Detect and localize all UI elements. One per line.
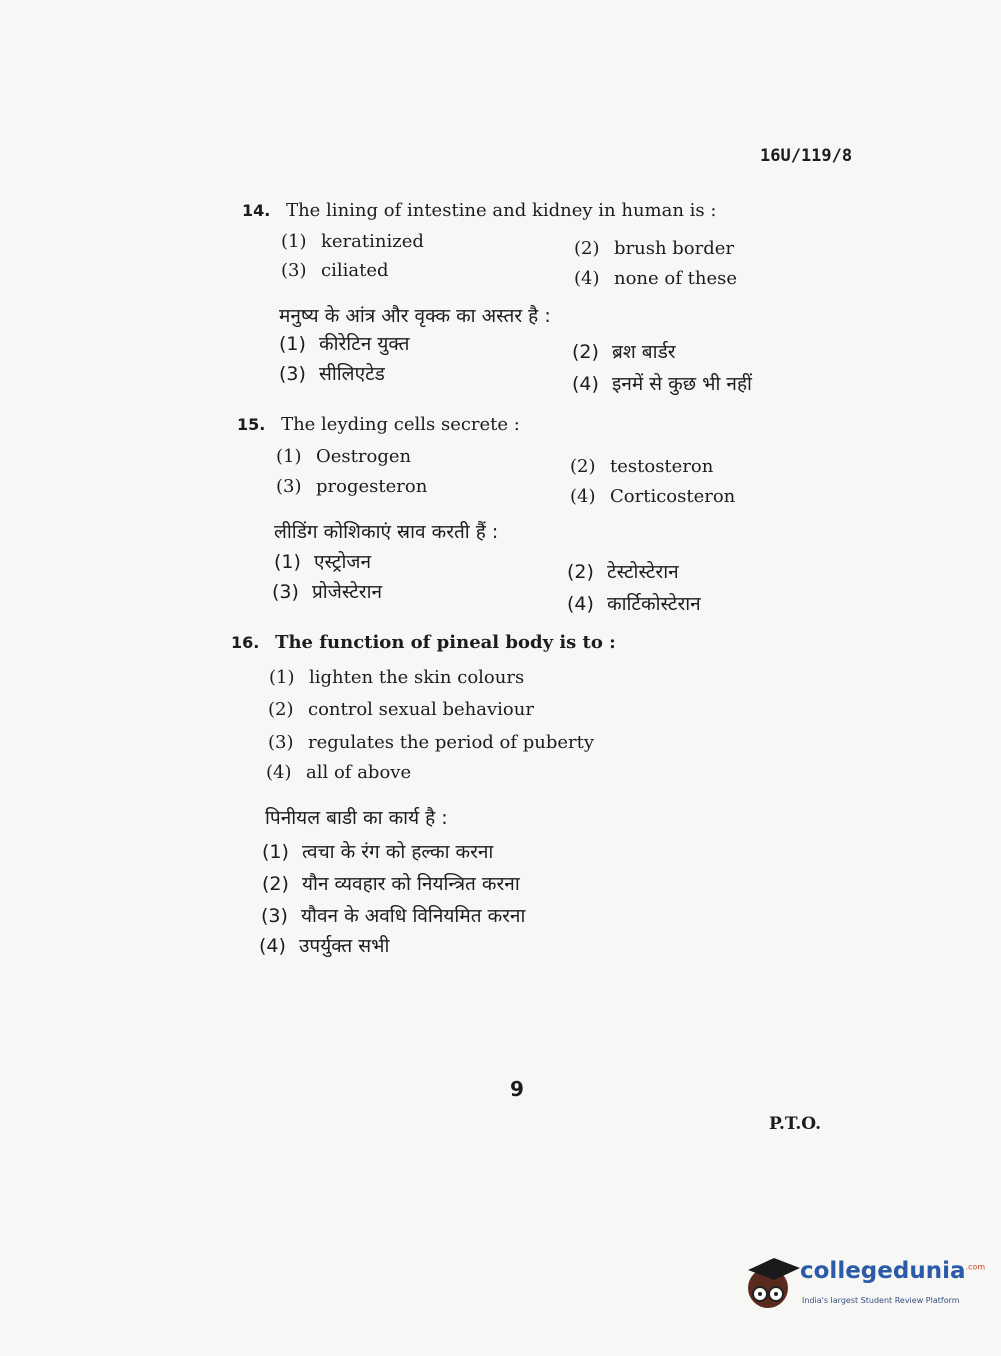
option-3: (3) ciliated — [281, 260, 389, 281]
option-3: (3) regulates the period of puberty — [268, 732, 595, 753]
option-4: (4) Corticosteron — [570, 486, 736, 507]
question-15 — [237, 414, 520, 435]
hindi-option-3: (3) सीलिएटेड — [279, 363, 385, 385]
hindi-option-4: (4) इनमें से कुछ भी नहीं — [572, 373, 752, 395]
question-number: 15. — [237, 415, 266, 434]
question-text: The lining of intestine and kidney in human is : — [286, 200, 717, 221]
mascot-icon — [742, 1250, 802, 1320]
question-number: 14. — [242, 201, 271, 220]
option-2: (2) testosteron — [570, 456, 714, 477]
hindi-option-3: (3) प्रोजेस्टेरान — [272, 581, 383, 603]
option-1: (1) keratinized — [281, 231, 424, 252]
hindi-option-1: (1) त्वचा के रंग को हल्का करना — [262, 841, 494, 863]
brand-tagline: India's largest Student Review Platform — [802, 1296, 960, 1305]
option-4: (4) all of above — [266, 762, 412, 783]
paper-code: 16U/119/8 — [760, 146, 853, 166]
option-2: (2) control sexual behaviour — [268, 699, 534, 720]
question-16 — [231, 632, 616, 653]
page-number: 9 — [510, 1077, 524, 1101]
option-2: (2) brush border — [574, 238, 735, 259]
hindi-option-3: (3) यौवन के अवधि विनियमित करना — [261, 905, 526, 927]
brand-domain: .com — [965, 1262, 986, 1272]
option-4: (4) none of these — [574, 268, 737, 289]
hindi-option-1: (1) कीरेटिन युक्त — [279, 333, 410, 355]
hindi-option-4: (4) उपर्युक्त सभी — [259, 935, 390, 957]
question-text: The function of pineal body is to : — [275, 632, 616, 653]
pto-label: P.T.O. — [769, 1114, 821, 1134]
hindi-question-text: मनुष्य के आंत्र और वृक्क का अस्तर है : — [279, 305, 551, 327]
hindi-option-1: (1) एस्ट्रोजन — [274, 551, 372, 573]
hindi-question-text: लीडिंग कोशिकाएं स्राव करती हैं : — [274, 521, 499, 543]
option-3: (3) progesteron — [276, 476, 428, 497]
brand-name: collegedunia — [800, 1258, 966, 1284]
question-14 — [242, 200, 716, 221]
hindi-option-4: (4) कार्टिकोस्टेरान — [567, 593, 701, 615]
hindi-option-2: (2) टेस्टोस्टेरान — [567, 561, 679, 583]
hindi-option-2: (2) ब्रश बार्डर — [572, 341, 676, 363]
collegedunia-logo[interactable] — [742, 1250, 986, 1320]
question-text: The leyding cells secrete : — [281, 414, 520, 435]
hindi-question-text: पिनीयल बाडी का कार्य है : — [265, 807, 448, 829]
question-number: 16. — [231, 633, 260, 652]
hindi-option-2: (2) यौन व्यवहार को नियन्त्रित करना — [262, 873, 520, 895]
option-1: (1) Oestrogen — [276, 446, 412, 467]
option-1: (1) lighten the skin colours — [269, 667, 525, 688]
